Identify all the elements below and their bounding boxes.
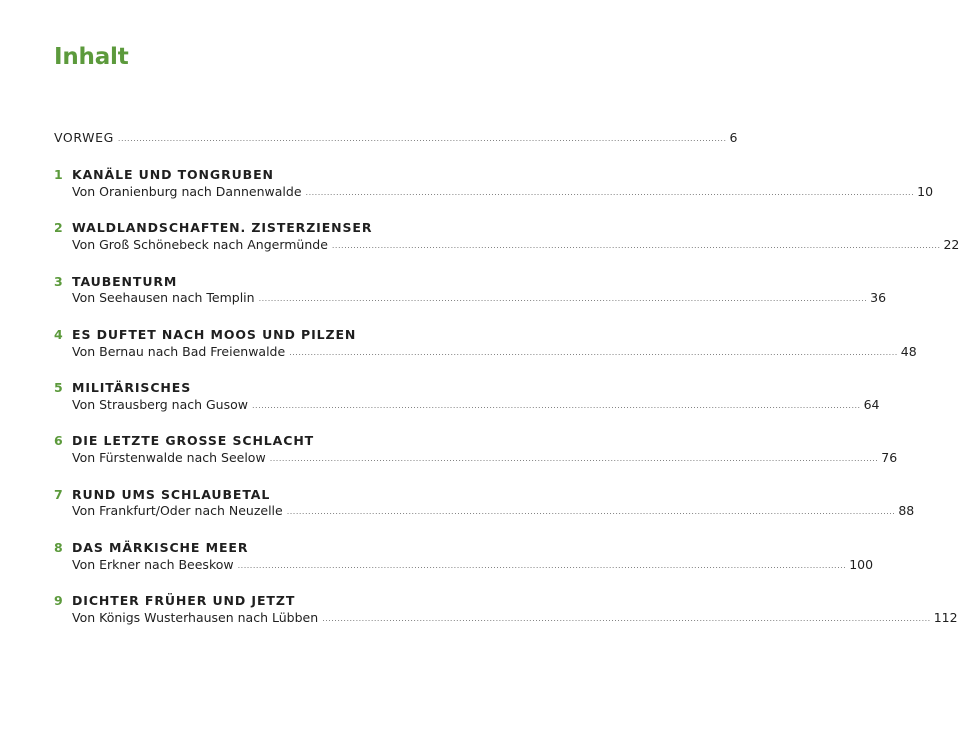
chapter-number: 3: [54, 274, 63, 289]
chapter-title: DIE LETZTE GROSSE SCHLACHT: [72, 433, 315, 448]
page-number: 88: [898, 503, 915, 518]
dot-leader: ........................................................................................................................................................................................................: [269, 454, 879, 463]
dot-leader: ........................................................................................................................................................................................................: [331, 241, 941, 250]
route-text: Von Strausberg nach Gusow: [72, 397, 248, 412]
dot-leader: ........................................................................................................................................................................................................: [252, 401, 861, 410]
page-number: 48: [900, 344, 917, 359]
dot-leader: ........................................................................................................................................................................................................: [322, 614, 931, 623]
chapter-title: RUND UMS SCHLAUBETAL: [72, 487, 271, 502]
page-number: 64: [863, 397, 880, 412]
dot-leader: ........................................................................................................................................................................................................: [237, 561, 847, 570]
chapter-title: DAS MÄRKISCHE MEER: [72, 540, 249, 555]
toc-entry-vorweg[interactable]: [54, 130, 739, 148]
chapter-route: [72, 184, 934, 202]
route-text: Von Bernau nach Bad Freienwalde: [72, 344, 286, 359]
chapter-title: MILITÄRISCHES: [72, 380, 192, 395]
chapter-route: [72, 397, 880, 415]
chapter-route: [72, 344, 917, 362]
page-number: 100: [849, 557, 874, 572]
chapter-number: 4: [54, 327, 63, 342]
route-text: Von Erkner nach Beeskow: [72, 557, 234, 572]
page-number: 22: [943, 237, 959, 252]
route-text: Von Oranienburg nach Dannenwalde: [72, 184, 302, 199]
route-text: Von Seehausen nach Templin: [72, 290, 255, 305]
chapter-route: [72, 610, 958, 628]
dot-leader: ........................................................................................................................................................................................................: [305, 188, 915, 197]
page-number: 76: [881, 450, 898, 465]
page-number: 10: [917, 184, 934, 199]
dot-leader: ........................................................................................................................................................................................................: [289, 348, 898, 357]
chapter-number: 8: [54, 540, 63, 555]
page-number: 6: [729, 130, 739, 145]
chapter-route: [72, 237, 959, 255]
route-text: Von Fürstenwalde nach Seelow: [72, 450, 266, 465]
chapter-title: TAUBENTURM: [72, 274, 178, 289]
chapter-title: ES DUFTET NACH MOOS UND PILZEN: [72, 327, 357, 342]
chapter-number: 2: [54, 220, 63, 235]
chapter-title: KANÄLE UND TONGRUBEN: [72, 167, 274, 182]
route-text: Von Groß Schönebeck nach Angermünde: [72, 237, 328, 252]
dot-leader: ........................................................................................................................................................................................................: [286, 507, 896, 516]
chapter-number: 7: [54, 487, 63, 502]
chapter-number: 5: [54, 380, 63, 395]
chapter-number: 6: [54, 433, 63, 448]
chapter-route: [72, 557, 874, 575]
dot-leader: ........................................................................................................................................................................................................: [258, 294, 868, 303]
page-number: 112: [933, 610, 958, 625]
route-text: Von Königs Wusterhausen nach Lübben: [72, 610, 319, 625]
page-number: 36: [870, 290, 887, 305]
route-text: Von Frankfurt/Oder nach Neuzelle: [72, 503, 283, 518]
chapter-title: WALDLANDSCHAFTEN. ZISTERZIENSER: [72, 220, 373, 235]
page-title: Inhalt: [54, 44, 129, 70]
chapter-route: [72, 290, 887, 308]
toc-entry-label: VORWEG: [54, 130, 114, 145]
chapter-number: 1: [54, 167, 63, 182]
chapter-route: [72, 450, 898, 468]
chapter-title: DICHTER FRÜHER UND JETZT: [72, 593, 296, 608]
chapter-number: 9: [54, 593, 63, 608]
chapter-route: [72, 503, 915, 521]
dot-leader: ........................................................................................................................................................................................................: [117, 134, 727, 143]
